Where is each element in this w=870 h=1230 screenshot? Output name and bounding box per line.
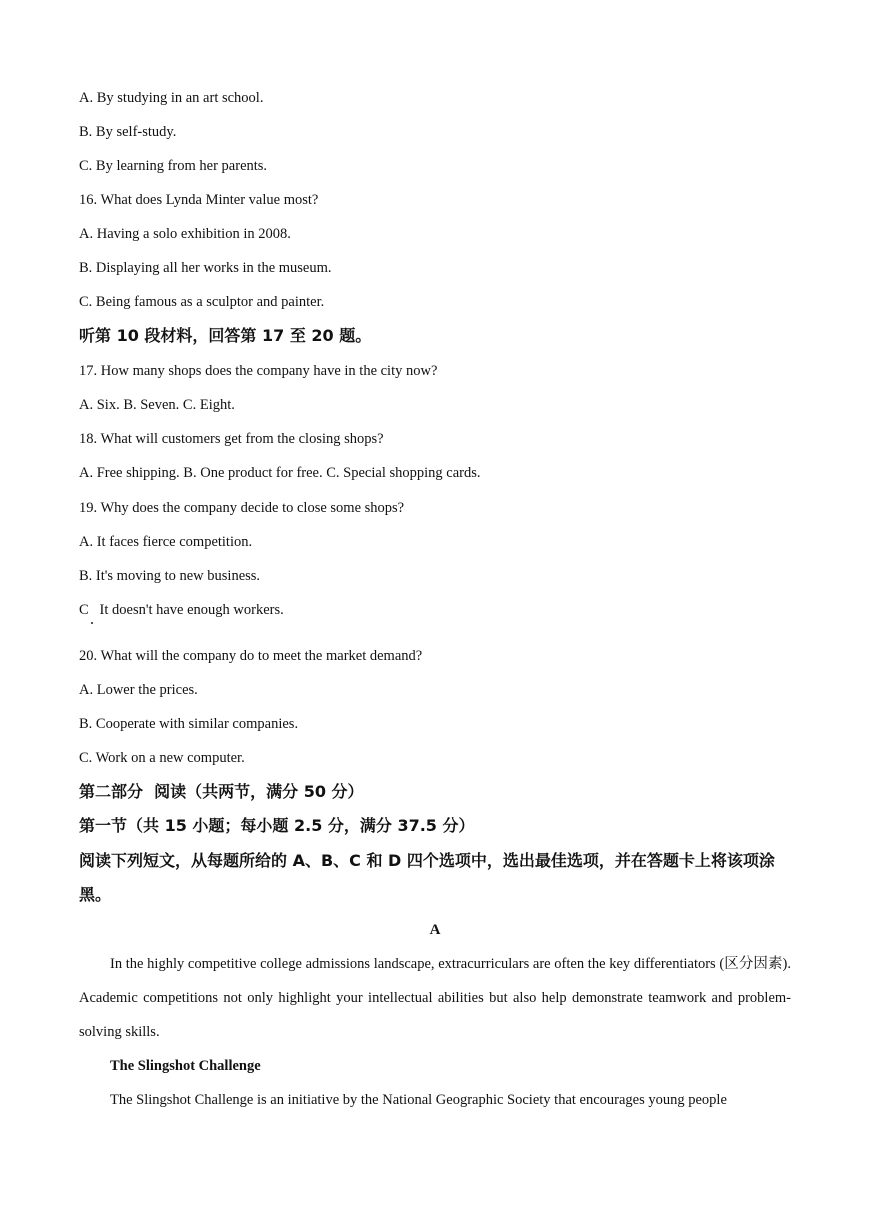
- option-c-q19: C It doesn't have enough workers.: [79, 602, 284, 618]
- option-a-q20: A. Lower the prices.: [79, 682, 198, 698]
- option-b-q15: B. By self-study.: [79, 124, 177, 140]
- option-b-q16: B. Displaying all her works in the museum.: [79, 260, 332, 276]
- question-19: 19. Why does the company decide to close some shops?: [79, 500, 405, 516]
- option-a-q19: A. It faces fierce competition.: [79, 534, 253, 550]
- section-one-heading: 第一节（共 15 小题；每小题 2.5 分，满分 37.5 分）: [79, 816, 475, 835]
- option-c-q20: C. Work on a new computer.: [79, 750, 245, 766]
- option-c-q15: C. By learning from her parents.: [79, 158, 268, 174]
- reading-instructions: 阅读下列短文，从每题所给的 A、B、C 和 D 四个选项中，选出最佳选项，并在答题卡上将该项涂黑。: [79, 851, 775, 904]
- option-a-q15: A. By studying in an art school.: [79, 90, 264, 106]
- option-c-q16: C. Being famous as a sculptor and painter.: [79, 294, 325, 310]
- options-q17: A. Six. B. Seven. C. Eight.: [79, 397, 235, 413]
- option-b-q20: B. Cooperate with similar companies.: [79, 716, 299, 732]
- question-20: 20. What will the company do to meet the market demand?: [79, 648, 423, 664]
- options-q18: A. Free shipping. B. One product for free. C. Special shopping cards.: [79, 465, 481, 481]
- question-16: 16. What does Lynda Minter value most?: [79, 192, 319, 208]
- question-18: 18. What will customers get from the closing shops?: [79, 431, 384, 447]
- passage-letter: A: [429, 922, 441, 938]
- passage-subheading: The Slingshot Challenge: [110, 1058, 261, 1074]
- option-a-q16: A. Having a solo exhibition in 2008.: [79, 226, 291, 242]
- part-two-heading: 第二部分 阅读（共两节，满分 50 分）: [79, 782, 364, 801]
- question-17: 17. How many shops does the company have in the city now?: [79, 363, 438, 379]
- section-instruction-material-10: 听第 10 段材料，回答第 17 至 20 题。: [79, 326, 372, 345]
- passage-intro: In the highly competitive college admissions landscape, extracurriculars are often the key differentiators (区分因素). Academic competitions not only highlight your intellectual abilities but also help demonstrate teamwork and problem-solving skills.: [79, 956, 791, 1040]
- option-b-q19: B. It's moving to new business.: [79, 568, 261, 584]
- stray-dot-mark: [91, 622, 93, 624]
- passage-body-line: The Slingshot Challenge is an initiative by the National Geographic Society that encourages young people: [110, 1092, 727, 1108]
